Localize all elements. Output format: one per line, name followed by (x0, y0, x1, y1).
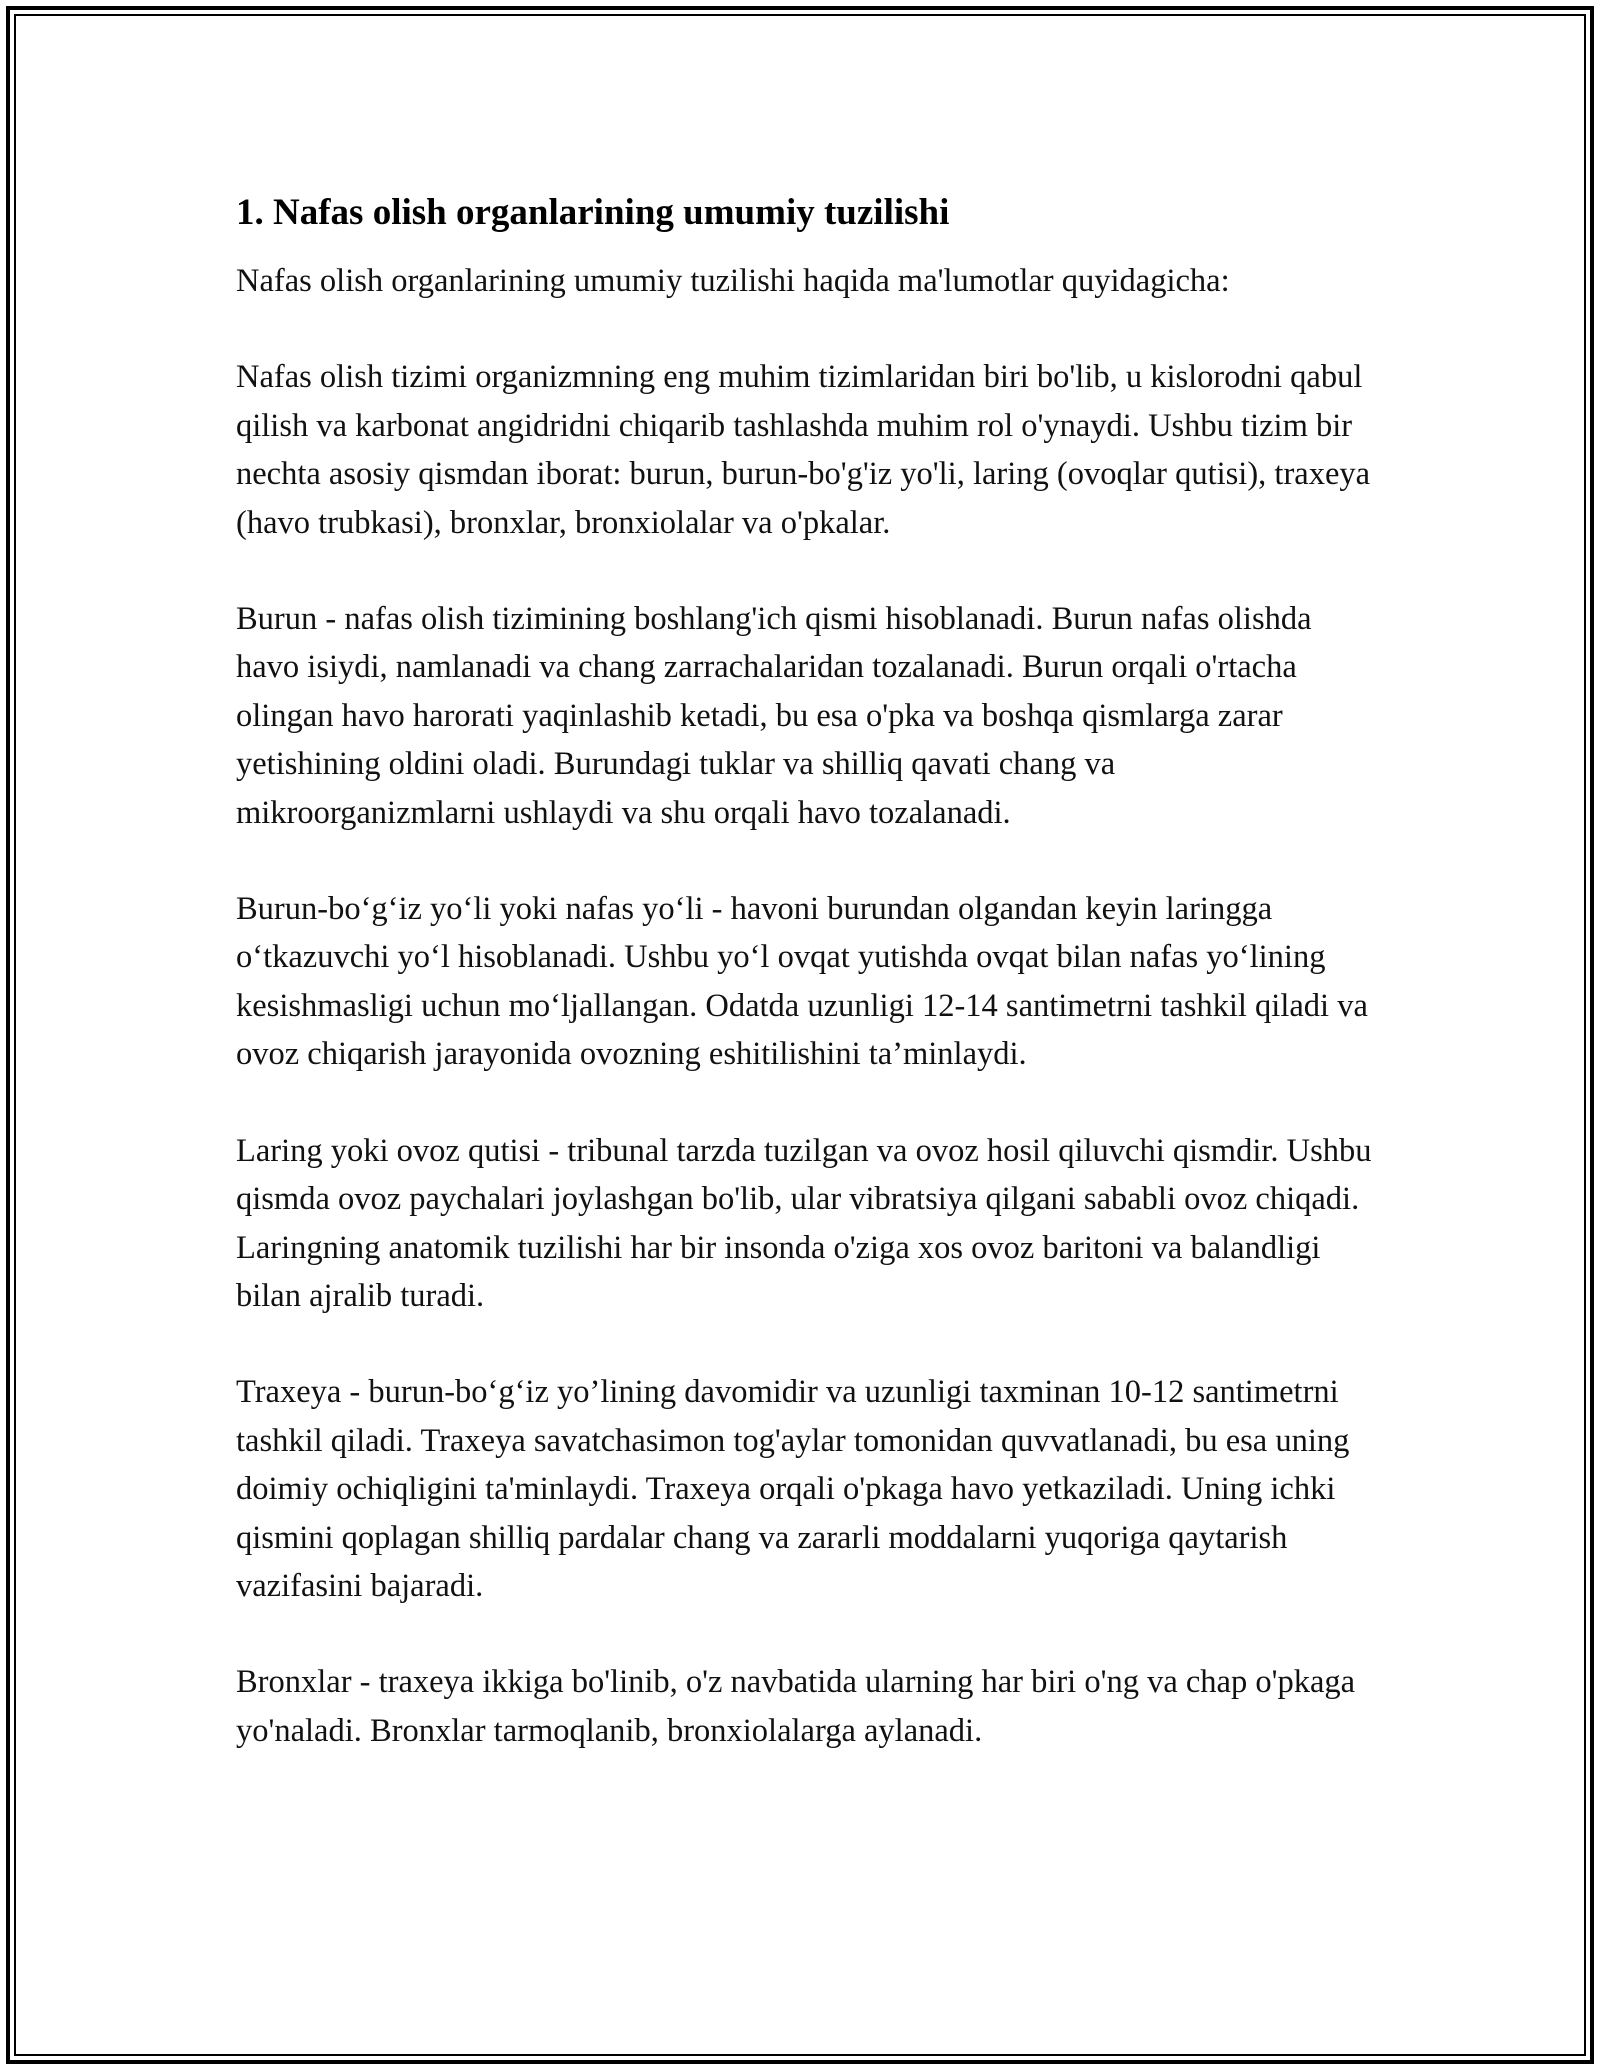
paragraph-nose: Burun - nafas olish tizimining boshlang'ich qismi hisoblanadi. Burun nafas olishda havo isiydi, namlanadi va chang zarrachalaridan tozalanadi. Burun orqali o'rtacha olingan havo harorati yaqinlashib ketadi, bu esa o'pka va boshqa qismlarga zarar yetishining oldini oladi. Burundagi tuklar va shilliq qavati chang va mikroorganizmlarni ushlaydi va shu orqali havo tozalanadi. (236, 601, 1312, 831)
intro-paragraph: Nafas olish organlarining umumiy tuzilishi haqida ma'lumotlar quyidagicha: (236, 263, 1230, 299)
document-body (236, 185, 1376, 1803)
paragraph-bronchi: Bronxlar - traxeya ikkiga bo'linib, o'z navbatida ularning har biri o'ng va chap o'pkaga yo'naladi. Bronxlar tarmoqlanib, bronxiolalarga aylanadi. (236, 1664, 1356, 1749)
paragraph-nasopharynx: Burun-bo‘g‘iz yo‘li yoki nafas yo‘li - havoni burundan olgandan keyin laringga o‘tkazuvchi yo‘l hisoblanadi. Ushbu yo‘l ovqat yutishda ovqat bilan nafas yo‘lining kesishmasligi uchun mo‘ljallangan. Odatda uzunligi 12-14 santimetrni tashkil qiladi va ovoz chiqarish jarayonida ovozning eshitilishini ta’minlaydi. (236, 891, 1368, 1073)
paragraph-trachea: Traxeya - burun-bo‘g‘iz yo’lining davomidir va uzunligi taxminan 10-12 santimetrni tashkil qiladi. Traxeya savatchasimon tog'aylar tomonidan quvvatlanadi, bu esa uning doimiy ochiqligini ta'minlaydi. Traxeya orqali o'pkaga havo yetkaziladi. Uning ichki qismini qoplagan shilliq pardalar chang va zararli moddalarni yuqoriga qaytarish vazifasini bajaradi. (236, 1374, 1350, 1604)
paragraph-respiratory-system: Nafas olish tizimi organizmning eng muhim tizimlaridan biri bo'lib, u kislorodni qabul qilish va karbonat angidridni chiqarib tashlashda muhim rol o'ynaydi. Ushbu tizim bir nechta asosiy qismdan iborat: burun, burun-bo'g'iz yo'li, laring (ovoqlar qutisi), traxeya (havo trubkasi), bronxlar, bronxiolalar va o'pkalar. (236, 359, 1371, 541)
section-heading: 1. Nafas olish organlarining umumiy tuzilishi (236, 192, 950, 233)
paragraph-larynx: Laring yoki ovoz qutisi - tribunal tarzda tuzilgan va ovoz hosil qiluvchi qismdir. Ushbu qismda ovoz paychalari joylashgan bo'lib, ular vibratsiya qilgani sababli ovoz chiqadi. Laringning anatomik tuzilishi har bir insonda o'ziga xos ovoz baritoni va balandligi bilan ajralib turadi. (236, 1132, 1372, 1314)
